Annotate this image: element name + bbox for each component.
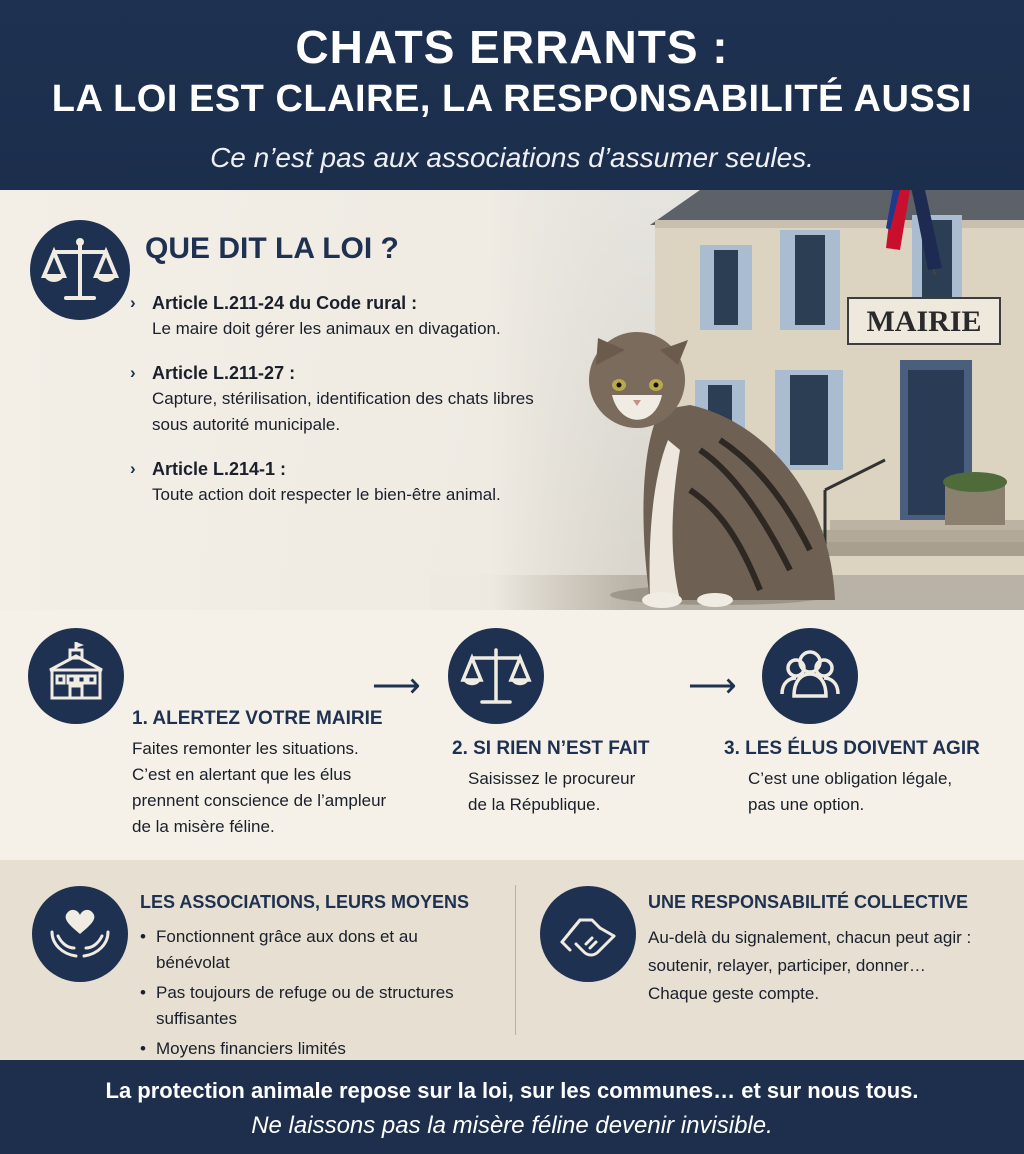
step-2-text <box>468 766 635 818</box>
list-item: • Pas toujours de refuge ou de structures suffisantes <box>140 980 480 1032</box>
heart-hands-icon <box>32 886 128 982</box>
step-text-line: de la misère féline. <box>132 817 275 836</box>
collective-line: Chaque geste compte. <box>648 984 820 1003</box>
article-heading: Article L.211-24 du Code rural : <box>152 293 418 313</box>
list-item: • Fonctionnent grâce aux dons et au bénévolat <box>140 924 480 976</box>
article-heading: Article L.214-1 : <box>152 459 287 479</box>
people-icon <box>762 628 858 724</box>
article-text: Capture, stérilisation, identification des chats libres <box>152 389 534 408</box>
scales-icon <box>448 628 544 724</box>
step-text-line: C’est en alertant que les élus <box>132 765 352 784</box>
step-1-text <box>132 736 386 840</box>
article-text: sous autorité municipale. <box>152 415 341 434</box>
handshake-icon <box>540 886 636 982</box>
collective-title: UNE RESPONSABILITÉ COLLECTIVE <box>648 892 969 912</box>
chevron-right-icon: › <box>130 363 136 382</box>
step-text-line: Faites remonter les situations. <box>132 739 359 758</box>
footer-line1: La protection animale repose sur la loi, sur les communes… et sur nous tous. <box>105 1078 919 1103</box>
bottom-section <box>0 860 1024 1060</box>
article-item <box>130 290 501 342</box>
chevron-right-icon: › <box>130 459 136 478</box>
associations-title: LES ASSOCIATIONS, LEURS MOYENS <box>140 892 470 912</box>
section-divider <box>515 885 516 1035</box>
step-text-line: prennent conscience de l’ampleur <box>132 791 387 810</box>
step-3-title: 3. LES ÉLUS DOIVENT AGIR <box>724 738 980 759</box>
step-2-title: 2. SI RIEN N’EST FAIT <box>452 738 650 759</box>
hero-section <box>0 190 1024 610</box>
step-text-line: pas une option. <box>748 795 865 814</box>
chevron-right-icon: › <box>130 293 136 312</box>
law-section-title: QUE DIT LA LOI ? <box>145 232 399 265</box>
footer-line2: Ne laissons pas la misère féline devenir invisible. <box>251 1112 773 1139</box>
page-subtitle: Ce n’est pas aux associations d’assumer seules. <box>210 142 814 173</box>
step-1-title: 1. ALERTEZ VOTRE MAIRIE <box>132 708 383 729</box>
associations-list <box>140 924 480 1066</box>
header-banner <box>0 0 1024 190</box>
scales-icon <box>30 220 130 320</box>
arrow-right-icon: ⟶ <box>372 667 421 705</box>
article-text: Le maire doit gérer les animaux en divagation. <box>152 319 501 338</box>
step-text-line: Saisissez le procureur <box>468 769 636 788</box>
article-text: Toute action doit respecter le bien-être animal. <box>152 485 501 504</box>
footer-banner <box>0 1060 1024 1154</box>
collective-line: soutenir, relayer, participer, donner… <box>648 956 926 975</box>
article-heading: Article L.211-27 : <box>152 363 296 383</box>
page-title-line2: LA LOI EST CLAIRE, LA RESPONSABILITÉ AUSSI <box>51 78 973 120</box>
arrow-right-icon: ⟶ <box>688 667 737 705</box>
collective-text <box>648 924 971 1008</box>
article-item <box>130 456 501 508</box>
list-item: • Moyens financiers limités <box>140 1036 480 1062</box>
step-3-text <box>748 766 952 818</box>
step-text-line: de la République. <box>468 795 601 814</box>
steps-section <box>0 610 1024 860</box>
town-hall-icon <box>28 628 124 724</box>
article-item <box>130 360 534 438</box>
step-text-line: C’est une obligation légale, <box>748 769 953 788</box>
page-title-line1: CHATS ERRANTS : <box>295 21 729 73</box>
collective-line: Au-delà du signalement, chacun peut agir : <box>648 928 972 947</box>
